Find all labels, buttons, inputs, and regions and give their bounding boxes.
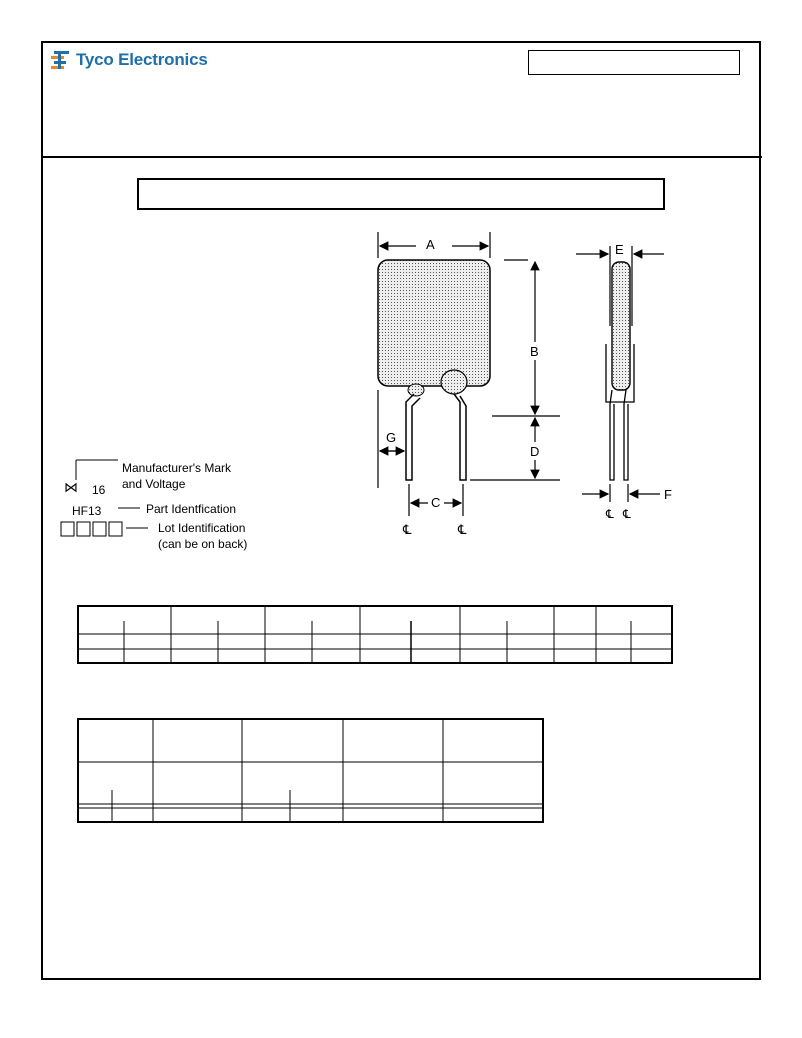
title-box <box>137 178 665 210</box>
marking-diagram <box>58 456 278 556</box>
header-divider <box>41 156 762 158</box>
front-view <box>378 260 490 480</box>
centerline-c-left: ℄ <box>403 523 412 538</box>
part-number-box <box>528 50 740 75</box>
dim-label-g: G <box>386 430 397 445</box>
dim-label-d: D <box>530 444 540 459</box>
dim-label-f: F <box>664 487 672 502</box>
company-logo <box>50 50 208 70</box>
dim-label-b: B <box>530 344 539 359</box>
manufacturer-label-1: Manufacturer's Mark <box>122 461 231 475</box>
characteristics-table <box>77 718 545 824</box>
tyco-logo-icon <box>50 50 70 70</box>
dimension-drawing <box>366 226 676 542</box>
dim-label-e: E <box>615 242 624 257</box>
centerline-f-left: ℄ <box>606 507 614 521</box>
part-id-label: Part Identfication <box>146 502 237 516</box>
lot-label-2: (can be on back) <box>158 537 248 551</box>
dimensions-table <box>77 605 674 665</box>
centerline-c-right: ℄ <box>458 523 467 538</box>
company-name: Tyco Electronics <box>76 50 208 69</box>
lot-label-1: Lot Identification <box>158 521 246 535</box>
part-id-value: HF13 <box>72 504 102 518</box>
manufacturer-mark-symbol: ⋈ <box>64 480 78 496</box>
dim-label-a: A <box>426 237 435 252</box>
voltage-value: 16 <box>92 483 106 497</box>
manufacturer-label-2: and Voltage <box>122 477 186 491</box>
dim-label-c: C <box>431 495 441 510</box>
centerline-f-right: ℄ <box>623 507 631 521</box>
